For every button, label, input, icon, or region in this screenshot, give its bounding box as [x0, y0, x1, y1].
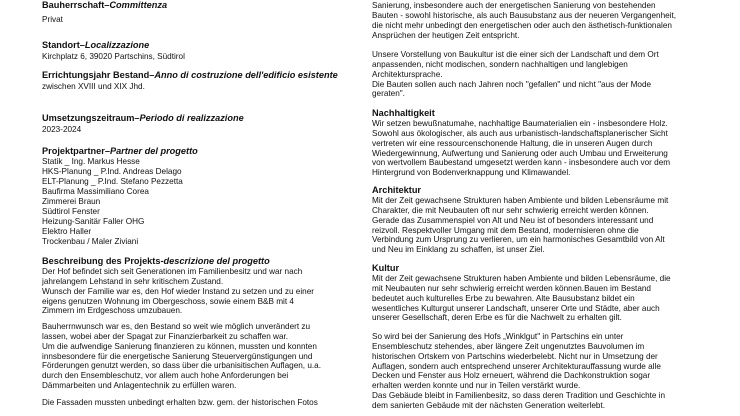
text-line: jahrelangem Lehstand in sehr kritischem Zustand. — [42, 276, 224, 286]
text-line: lassen, wobei aber der Spagat zur Finanzierbarkeit zu schaffen war. — [42, 331, 289, 341]
text-line: innsbesondere für die energetische Sanierung Steuervergünstigungen und — [42, 351, 313, 361]
period-heading: Umsetzungszeitraum–Periodo di realizzazione — [42, 113, 244, 123]
closing-paragraph — [372, 332, 694, 411]
architecture-heading: Architektur — [372, 185, 422, 195]
period-section — [42, 113, 360, 135]
partner-item: ELT-Planung _ P.Ind. Stefano Pezzetta — [42, 177, 183, 186]
built-value: zwischen XVIII und XIX Jhd. — [42, 82, 145, 91]
client-section — [42, 0, 360, 25]
text-line: Bauherrnwunsch war es, den Bestand so weit wie möglich unverändert zu — [42, 322, 311, 331]
text-line: Charakter, die mit Neubauten oft nur sehr schwierig erreicht werden können. — [372, 205, 649, 215]
text-line: Das Gebäude bleibt in Familienbesitz, so dass deren Tradition und Geschichte in — [372, 391, 666, 401]
description-heading: Beschreibung des Projekts-descrizione del progetto — [42, 256, 270, 266]
text-line: So wird bei der Sanierung des Hofs „Winklgut" in Partschins ein unter — [372, 332, 624, 341]
text-line: erhalten werden konnte und nur in Teilen verstärkt wurde. — [372, 381, 581, 391]
location-heading: Standort–Localizzazione — [42, 40, 150, 50]
text-line: Verbindung zum Ursprung zu verlieren, um ein harmonisches Gesamtbild von Alt — [372, 235, 665, 245]
partner-item: Trockenbau / Maler Ziviani — [42, 237, 139, 246]
text-line: Sanierung, insbesondere auch der energetischen Sanierung von bestehenden — [372, 1, 656, 10]
partner-item: Zimmerei Braun — [42, 197, 101, 206]
text-line: Wunsch der Familie war es, den Hof wieder Instand zu setzen und zu einer — [42, 286, 314, 296]
partners-section — [42, 146, 360, 247]
text-line: Die Bauten sollen auch nach Jahren noch "gefallen" und nicht "aus der Mode — [372, 79, 652, 89]
architecture-section — [372, 185, 694, 255]
text-line: Unsere Vorstellung von Baukultur ist die einer sich der Landschaft und dem Ort — [372, 50, 659, 59]
intro-paragraph — [372, 1, 694, 40]
text-line: durch den Ensembleschutz, vor allem auch hohe Anforderungen bei — [42, 371, 289, 381]
text-line: Mit der Zeit gewachsene Strukturen haben Ambiente und bilden Lebensräume mit — [372, 196, 669, 205]
culture-heading: Kultur — [372, 263, 400, 273]
text-line: wesentliches Kulturgut unserer Landschaft, unserer Orte und Städte, aber auch — [372, 303, 660, 313]
text-line: und Neu im Einklang zu schaffen, ist unser Ziel. — [372, 245, 545, 255]
culture-section — [372, 263, 694, 323]
text-line: Auflagen, sondern auch entsprechend unserer Architekturauffassung wurde alle — [372, 361, 661, 371]
text-line: Gerade das Zusammenspiel von Alt und Neu ist of besonders interessant und — [372, 215, 654, 225]
text-line: historischen Ortskern von Partschins wiederbelebt. Nicht nur in Umsetzung der — [372, 351, 658, 361]
text-line: mit Neubauten nur sehr schwierig erreicht werden können.Bauen im Bestand — [372, 283, 651, 293]
description-paragraph-3 — [42, 398, 360, 408]
partner-item: Heizung-Sanitär Faller OHG — [42, 217, 145, 226]
text-line: geraten". — [372, 89, 405, 99]
location-section — [42, 40, 360, 62]
sustainability-section — [372, 108, 694, 178]
client-heading: Bauherrschaft–Committenza — [42, 0, 168, 10]
text-line: dem sanierten Gebäude mit der nächsten Generation weiterlebt. — [372, 400, 606, 410]
text-line: Ansprüchen der heutigen Zeit entspricht. — [372, 30, 520, 40]
text-line: Ensembleschutz stehendes, aber längere Zeit ungenutztes Bauvolumen im — [372, 341, 645, 351]
text-line: von wertvollem Baubestand umgesetzt werden kann - insbesondere auch vor dem — [372, 158, 671, 168]
partner-item: Südtirol Fenster — [42, 207, 100, 216]
text-line: anpassenden, nicht modischen, sondern nachhaltigen und langlebigen — [372, 59, 628, 69]
text-line: reizvoll. Respektvoller Umgang mit dem Bestand, modernisieren ohne die — [372, 225, 639, 235]
text-line: die nicht mehr unbedingt den energetischen oder auch den ästhetisch-funktionalen — [372, 20, 672, 30]
text-line: eigens genutzen Wohnung im Obergeschoss, sowie einem B&B mit 4 — [42, 296, 294, 306]
partner-item: HKS-Planung _ P.Ind. Andreas Delago — [42, 167, 182, 176]
description-paragraph-1 — [42, 267, 360, 316]
location-value: Kirchplatz 6, 39020 Partschins, Südtirol — [42, 52, 185, 61]
description-paragraph-2 — [42, 322, 360, 391]
sustainability-heading: Nachhaltigkeit — [372, 108, 435, 118]
text-line: Zimmern im Erdgeschoss umzubauen. — [42, 306, 183, 316]
text-line: unserer Gesellschaft, deren Erbe es für die Nachwelt zu erhalten gilt. — [372, 313, 622, 323]
text-line: Wiedergewinnung, Aufwertung und Sanierung oder auch Umbau und Erweiterung — [372, 148, 668, 158]
text-line: Der Hof befindet sich seit Generationen im Familienbesitz und war nach — [42, 267, 303, 276]
text-line: Förderungen genutzt werden, so dass über die urbanisitischen Auflagen, u.a. — [42, 361, 322, 371]
text-line: Mit der Zeit gewachsene Strukturen haben Ambiente und bilden Lebensräume, die — [372, 274, 671, 283]
text-line: bedeutet auch kulturelles Erbe zu bewahren. Alte Bausubstanz bildet ein — [372, 293, 635, 303]
built-heading: Errichtungsjahr Bestand–Anno di costruzione dell'edificio esistente — [42, 70, 338, 80]
text-line: Um die aufwendige Sanierung finanzieren zu können, mussten und konnten — [42, 341, 317, 351]
client-value: Privat — [42, 15, 63, 24]
period-value: 2023-2024 — [42, 125, 82, 134]
partner-item: Elektro Haller — [42, 227, 92, 236]
vision-paragraph — [372, 50, 694, 99]
text-line: Architektursprache. — [372, 69, 443, 79]
text-line: Decken und Fenster aus Holz erneuert, während die Dachkonstruktion sogar — [372, 371, 651, 381]
partners-heading: Projektpartner–Partner del progetto — [42, 146, 198, 156]
text-line: Dämmarbeiten und Anlagentechnik zu erfüllen waren. — [42, 381, 237, 391]
description-section — [42, 256, 360, 316]
text-line: Sowohl aus ökologischer, als auch aus urbanistisch-landschaftsplanerischer Sicht — [372, 128, 668, 138]
partner-item: Statik _ Ing. Markus Hesse — [42, 157, 140, 166]
text-line: Wir setzen bewußnatumahe, nachhaltige Baumaterialien ein - insbesondere Holz. — [372, 119, 668, 128]
text-line: Hintergrund von Bodenverknappung und Klimawandel. — [372, 168, 571, 178]
partner-item: Baufirma Massimiliano Corea — [42, 187, 149, 196]
text-line: vertreten wir eine ressourcenschonende Haltung, die in unseren Augen durch — [372, 138, 653, 148]
text-line: Die Fassaden mussten unbedingt erhalten bzw. gem. der historischen Fotos — [42, 398, 318, 407]
built-section — [42, 70, 360, 92]
text-line: Bauten - sowohl historische, als auch Bausubstanz aus der neueren Vergangenheit, — [372, 10, 677, 20]
